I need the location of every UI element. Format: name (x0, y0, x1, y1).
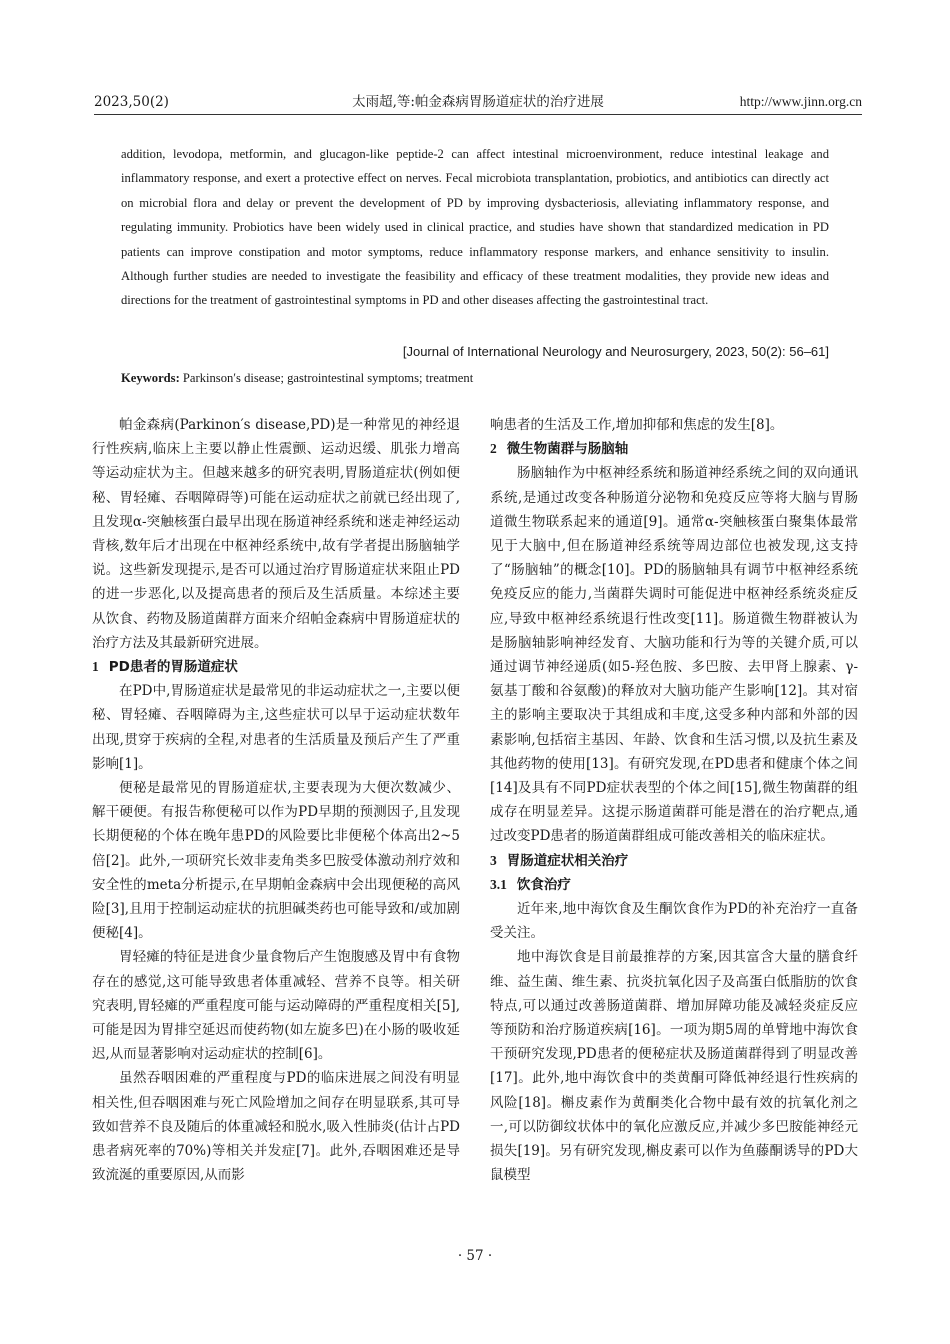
section-2-heading (490, 437, 858, 461)
keywords-list: Parkinson′s disease; gastrointestinal symptoms; treatment (182, 371, 474, 385)
paragraph: 肠脑轴作为中枢神经系统和肠道神经系统之间的双向通讯系统,是通过改变各种肠道分泌物和免疫反应等将大脑与胃肠道微生物联系起来的通道[9]。通常α-突触核蛋白聚集体最常见于大脑中,但在肠道神经系统等周边部位也被发现,这支持了“肠脑轴”的概念[10]。PD的肠脑轴具有调节中枢神经系统免疫反应的能力,当菌群失调时可能促进中枢神经系统炎症反应,导致中枢神经系统退行性改变[11]。肠道微生物群被认为是肠脑轴影响神经发育、大脑功能和行为等的关键介质,可以通过调节神经递质(如5-羟色胺、多巴胺、去甲肾上腺素、γ-氨基丁酸和谷氨酸)的释放对大脑功能产生影响[12]。其对宿主的影响主要取决于其组成和丰度,这受多种内部和外部的因素影响,包括宿主基因、年龄、饮食和生活习惯,以及抗生素及其他药物的使用[13]。有研究发现,在PD患者和健康个体之间[14]及具有不同PD症状表型的个体之间[15],微生物菌群的组成存在明显差异。这提示肠道菌群可能是潜在的治疗靶点,通过改变PD患者的肠道菌群组成可能改善相关的临床症状。 (490, 465, 858, 845)
subsection-title: 饮食治疗 (516, 876, 571, 893)
section-number: 2 (490, 441, 497, 457)
section-3-heading (490, 849, 858, 873)
intro-paragraph: 帕金森病(Parkinon′s disease,PD)是一种常见的神经退行性疾病,临床上主要以静止性震颤、运动迟缓、肌张力增高等运动症状为主。但越来越多的研究表明,胃肠道症状(例如便秘、胃轻瘫、吞咽障碍等)可能在运动症状之前就已经出现了,且发现α-突触核蛋白最早出现在肠道神经系统和迷走神经运动背核,数年后才出现在中枢神经系统中,故有学者提出肠脑轴学说。这些新发现提示,是否可以通过治疗胃肠道症状来阻止PD的进一步恶化,以及提高患者的预后及生活质量。本综述主要从饮食、药物及肠道菌群方面来介绍帕金森病中胃肠道症状的治疗方法及其最新研究进展。 (92, 417, 460, 651)
page-number: · 57 · (457, 1248, 493, 1264)
section-title: 微生物菌群与肠脑轴 (506, 441, 629, 458)
section-1-heading (92, 655, 460, 679)
citation: [Journal of International Neurology and Neurosurgery, 2023, 50(2): 56–61] (402, 344, 829, 359)
running-header (94, 92, 862, 112)
subsection-number: 3.1 (490, 876, 507, 892)
header-rule (94, 114, 862, 115)
keywords-label: Keywords (121, 371, 176, 385)
journal-issue: 2023,50(2) (94, 94, 169, 110)
section-number: 1 (92, 659, 99, 675)
paragraph-continuation: 响患者的生活及工作,增加抑郁和焦虑的发生[8]。 (490, 417, 784, 433)
paragraph: 便秘是最常见的胃肠道症状,主要表现为大便次数减少、解干硬便。有报告称便秘可以作为PD早期的预测因子,且发现长期便秘的个体在晚年患PD的风险要比非便秘个体高出2~5倍[2]。此外,一项研究长效非麦角类多巴胺受体激动剂疗效和安全性的meta分析提示,在早期帕金森病中会出现便秘的高风险[3],且用于控制运动症状的抗胆碱类药也可能导致和/或加剧便秘[4]。 (92, 780, 460, 942)
journal-url[interactable]: http://www.jinn.org.cn (739, 94, 862, 109)
right-column (490, 413, 858, 1188)
paragraph: 地中海饮食是目前最推荐的方案,因其富含大量的膳食纤维、益生菌、维生素、抗炎抗氧化因子及高蛋白低脂肪的饮食特点,可以通过改善肠道菌群、增加屏障功能及减轻炎症反应等预防和治疗肠道疾病[16]。一项为期5周的单臂地中海饮食干预研究发现,PD患者的便秘症状及肠道菌群得到了明显改善[17]。此外,地中海饮食中的类黄酮可降低神经退行性疾病的风险[18]。槲皮素作为黄酮类化合物中最有效的抗氧化剂之一,可以防御纹状体中的氧化应激反应,并减少多巴胺能神经元损失[19]。另有研究发现,槲皮素可以作为鱼藤酮诱导的PD大鼠模型 (490, 949, 858, 1184)
section-title: PD患者的胃肠道症状 (108, 659, 238, 676)
subsection-3-1-heading (490, 873, 858, 897)
paragraph: 胃轻瘫的特征是进食少量食物后产生饱腹感及胃中有食物存在的感觉,这可能导致患者体重减轻、营养不良等。相关研究表明,胃轻瘫的严重程度可能与运动障碍的严重程度相关[5],可能是因为胃排空延迟而使药物(如左旋多巴)在小肠的吸收延迟,从而显著影响对运动症状的控制[6]。 (92, 949, 460, 1063)
running-title: 太雨超,等:帕金森病胃肠道症状的治疗进展 (352, 94, 604, 110)
keywords: Keywords: Parkinson′s disease; gastrointestinal symptoms; treatment (121, 371, 474, 385)
paragraph: 近年来,地中海饮食及生酮饮食作为PD的补充治疗一直备受关注。 (490, 901, 858, 942)
paragraph: 在PD中,胃肠道症状是最常见的非运动症状之一,主要以便秘、胃轻瘫、吞咽障碍为主,这些症状可以早于运动症状数年出现,贯穿于疾病的全程,对患者的生活质量及预后产生了严重影响[1]。 (92, 683, 460, 772)
paragraph: 虽然吞咽困难的严重程度与PD的临床进展之间没有明显相关性,但吞咽困难与死亡风险增加之间存在明显联系,其可导致如营养不良及随后的体重减轻和脱水,吸入性肺炎(估计占PD患者病死率的70%)等相关并发症[7]。此外,吞咽困难还是导致流涎的重要原因,从而影 (92, 1070, 460, 1184)
abstract-text: addition, levodopa, metformin, and glucagon-like peptide-2 can affect intestinal microenvironment, reduce intestinal leakage and inflammatory response, and exert a protective effect on nerves. Fecal microbiota transplantation, probiotics, and antibiotics can directly act on microbial flora and delay or prevent the development of PD by improving dysbacteriosis, alleviating inflammatory response, and regulating immunity. Probiotics have been widely used in clinical practice, and studies have shown that standardized medication in PD patients can improve constipation and motor symptoms, reduce inflammatory response markers, and enhance sensitivity to insulin. Although further studies are needed to investigate the feasibility and efficacy of these treatment modalities, they provide new ideas and directions for the treatment of gastrointestinal symptoms in PD and other diseases affecting the gastrointestinal tract. (121, 147, 829, 308)
section-title: 胃肠道症状相关治疗 (506, 852, 629, 869)
left-column (92, 413, 460, 1188)
section-number: 3 (490, 852, 497, 868)
